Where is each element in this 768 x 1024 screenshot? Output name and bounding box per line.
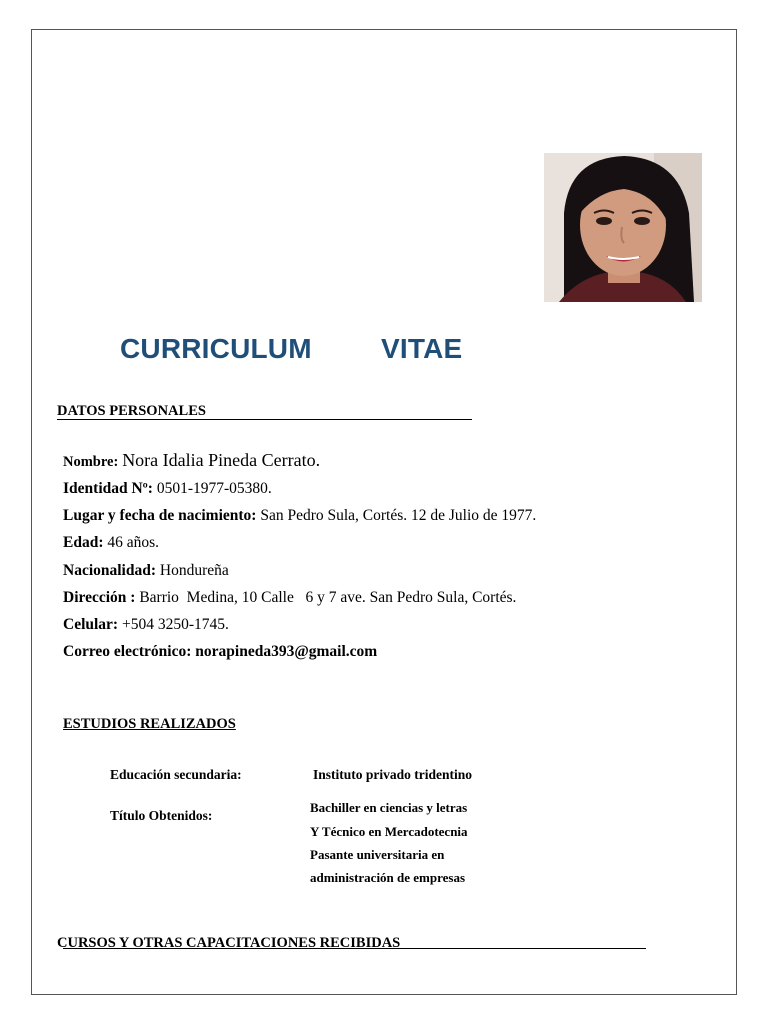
field-nacionalidad	[63, 562, 229, 580]
field-label: Correo electrónico:	[63, 643, 192, 660]
field-value: 0501-1977-05380.	[156, 480, 272, 497]
field-nacimiento	[63, 507, 536, 525]
title-word-curriculum: CURRICULUM	[120, 333, 312, 364]
field-value: +504 3250-1745.	[121, 616, 229, 633]
heading-underline	[63, 948, 646, 949]
field-identidad	[63, 480, 272, 498]
title-line: administración de empresas	[310, 870, 466, 885]
heading-datos-personales: DATOS PERSONALES	[57, 403, 206, 419]
field-value: 46 años.	[107, 534, 160, 551]
field-value: Nora Idalia Pineda Cerrato.	[122, 450, 321, 470]
field-celular	[63, 616, 229, 634]
portrait-image	[544, 153, 702, 302]
label-educacion-secundaria: Educación secundaria:	[110, 767, 242, 782]
title-line: Bachiller en ciencias y letras	[310, 800, 468, 815]
field-label: Nombre:	[63, 454, 119, 470]
title-line: Pasante universitaria en	[310, 847, 445, 862]
field-value: Barrio Medina, 10 Calle 6 y 7 ave. San Pedro Sula, Cortés.	[139, 589, 517, 606]
field-nombre	[63, 450, 320, 471]
title-word-vitae: VITAE	[381, 333, 463, 364]
portrait-photo	[544, 153, 702, 302]
field-label: Lugar y fecha de nacimiento:	[63, 507, 257, 524]
field-direccion	[63, 589, 516, 607]
heading-cursos: CURSOS Y OTRAS CAPACITACIONES RECIBIDAS	[57, 935, 401, 951]
label-titulos-obtenidos: Título Obtenidos:	[110, 808, 213, 823]
field-label: Nacionalidad:	[63, 562, 157, 579]
field-label: Edad:	[63, 534, 104, 551]
heading-estudios-realizados: ESTUDIOS REALIZADOS	[63, 716, 236, 732]
field-value: San Pedro Sula, Cortés. 12 de Julio de 1977.	[260, 507, 537, 524]
value-educacion-secundaria: Instituto privado tridentino	[313, 767, 473, 782]
heading-underline	[57, 419, 472, 420]
field-label: Celular:	[63, 616, 119, 633]
field-label: Dirección :	[63, 589, 136, 606]
field-edad	[63, 534, 159, 552]
field-correo	[63, 643, 377, 661]
field-value: norapineda393@gmail.com	[195, 643, 378, 660]
field-label: Identidad Nº:	[63, 480, 153, 497]
title-line: Y Técnico en Mercadotecnia	[310, 824, 468, 839]
field-value: Hondureña	[159, 562, 229, 579]
